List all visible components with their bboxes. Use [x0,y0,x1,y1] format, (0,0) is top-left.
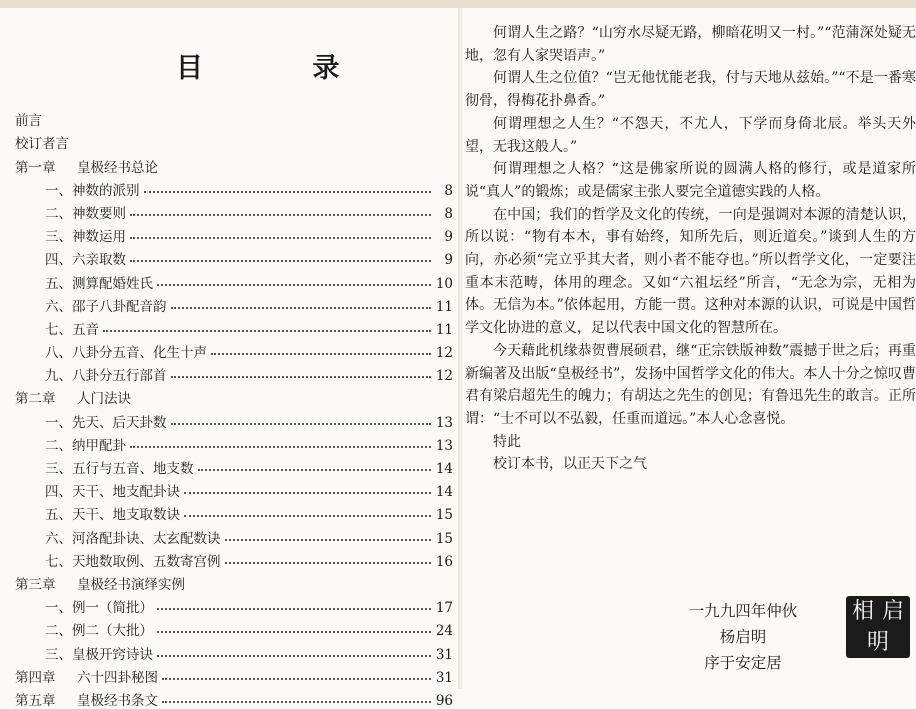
toc-section-title: 三、神数运用 [45,229,126,246]
toc-leader-dots [198,469,432,471]
toc-chapter-row [15,686,453,709]
toc-section-row [15,523,453,546]
toc-section-row [15,315,453,338]
toc-leader-dots [171,307,432,309]
preface-paragraph: 校订本书，以正天下之气 [493,456,647,473]
toc-leader-dots [130,260,431,262]
toc-chapter-number: 第五章 [15,692,56,709]
toc-section-row [15,639,453,662]
preface-paragraph: 何谓理想之人格？“这是佛家所说的圆满人格的修行，或是道家所说“真人”的锻炼；或是儒家主张人要完全道德实践的人格。 [465,161,916,200]
toc-section-title: 九、八卦分五行部首 [45,368,167,385]
signature-line: 一九九四年仲伙 [688,602,798,620]
toc-chapter-number: 第四章 [15,669,56,686]
toc-leader-dots [144,191,432,193]
toc-chapter-title: 皇极经书演绎实例 [77,576,185,593]
toc-page-number: 8 [444,182,453,199]
toc-page-number: 13 [435,437,453,454]
toc-page-number: 8 [444,205,453,222]
preface-paragraph: 特此 [493,433,521,450]
seal-char-3: 明 [866,629,889,655]
toc-page-number: 14 [435,461,453,477]
toc-leader-dots [171,423,432,425]
preface-body [465,22,916,476]
toc-page-number: 9 [444,252,453,269]
toc-front-label: 校订者言 [15,136,69,153]
toc-chapter-row [15,570,453,593]
preface-paragraph: 今天藉此机缘恭贺曹展硕君，继“正宗铁版神数”震撼于世之后；再重新编著及出版“皇极经书”，发扬中国哲学文化的伟大。本人十分之惊叹曹君有梁启超先生的魄力；有胡达之先生的创见；有鲁迅先生的敢言。正所谓：“士不可以不弘毅，任重而道远。”本人心念喜悦。 [465,342,916,427]
toc-section-row [15,176,453,199]
toc-leader-dots [211,353,431,355]
toc-page-number: 13 [435,414,453,431]
toc-section-row [15,454,453,477]
toc-front-label: 前言 [15,113,42,130]
toc-section-row [15,500,453,523]
toc-chapter-title: 皇极经书条文 [77,692,158,709]
toc-page-number: 31 [435,646,453,663]
toc-leader-dots [225,539,432,541]
toc-chapter-number: 第一章 [15,159,56,176]
toc-section-title: 七、天地数取例、五数寄宫例 [45,553,221,570]
toc-section-row [15,222,453,245]
toc-section-title: 四、六亲取数 [45,252,126,269]
toc-section-title: 四、天干、地支配卦诀 [45,484,180,501]
toc-page-number: 12 [435,368,453,385]
toc-chapter-row [15,152,453,175]
toc-page-number: 17 [435,600,453,617]
toc-section-title: 二、神数要则 [45,205,126,222]
toc-page-number: 14 [435,484,453,501]
toc-page-number: 11 [435,298,453,315]
seal-char-1: 相 [851,598,874,624]
toc-chapter-title: 人门法诀 [77,391,131,408]
toc-leader-dots [162,678,431,680]
toc-leader-dots [157,608,431,610]
toc-section-title: 五、天干、地支取数诀 [45,507,180,524]
toc-leader-dots [130,446,431,448]
toc-section-title: 三、五行与五音、地支数 [45,461,194,477]
signature-line: 杨启明 [719,628,767,646]
toc-leader-dots [157,284,431,286]
toc-section-row [15,593,453,616]
signature-line: 序于安定居 [704,654,782,672]
toc-section-row [15,292,453,315]
toc-section-title: 一、例一（简批） [45,600,153,617]
toc-leader-dots [162,701,431,703]
toc-section-row [15,199,453,222]
toc-section-title: 六、河洛配卦诀、太玄配数诀 [45,530,221,547]
toc-section-row [15,268,453,291]
toc-section-row [15,616,453,639]
preface-paragraph: 在中国；我们的哲学及文化的传统，一向是强调对本源的清楚认识，所以说：“物有本木，事有始终，知所先后，则近道矣。”谈到人生的方向，亦必须“完立乎其大者，则小者不能夺也。”所以哲学文化，一定要注重本末范畴，体用的理念。又如“六祖坛经”所言，“无念为宗，无相为体。无信为本。”依体起用，方能一贯。这种对本源的认识，可说是中国哲学文化协进的意义，足以代表中国文化的智慧所在。 [465,206,916,337]
toc-chapter-number: 第二章 [15,391,56,408]
toc-page-number: 15 [435,507,453,524]
toc-page-number: 96 [435,692,453,709]
toc-page-number: 12 [435,345,453,362]
preface-paragraph: 何谓理想之人生？“不怨天，不尤人，下学而身倚北辰。举头天外望，无我这般人。” [465,115,916,155]
toc-chapter-number: 第三章 [15,576,56,593]
toc-front-item [15,129,453,152]
toc-page-number: 9 [444,229,453,246]
toc-front-item [15,106,453,129]
name-seal [846,596,910,658]
toc-section-row [15,431,453,454]
toc-leader-dots [130,237,431,239]
preface-paragraph: 何谓人生之位值？“岂无他忧能老我，付与天地从兹始。”“不是一番寒彻骨，得梅花扑鼻香。” [465,70,916,110]
toc-leader-dots [225,562,432,564]
toc-section-row [15,361,453,384]
toc-chapter-row [15,663,453,686]
toc-leader-dots [157,631,431,633]
toc-section-title: 一、神数的派别 [45,182,140,199]
seal-char-2: 启 [881,598,904,624]
toc-section-title: 二、例二（大批） [45,623,153,640]
toc-leader-dots [157,655,431,657]
toc-section-row [15,477,453,500]
toc-page [0,8,458,709]
toc-section-title: 二、纳甲配卦 [45,437,126,454]
toc-page-number: 24 [435,623,453,640]
toc-title: 目 录 [176,53,390,84]
preface-paragraph: 何谓人生之路？“山穷水尽疑无路，柳暗花明又一村。”“范蒲深处疑无地，忽有人家哭语声。” [465,25,916,64]
toc-leader-dots [184,492,431,494]
toc-chapter-row [15,384,453,407]
signature-block [663,598,823,676]
toc-chapter-title: 皇极经书总论 [77,159,158,176]
toc-page-number: 10 [435,275,453,292]
toc-list [15,106,453,709]
toc-page-number: 15 [435,530,453,547]
toc-leader-dots [184,515,431,517]
toc-section-row [15,338,453,361]
toc-page-number: 31 [435,669,453,686]
toc-chapter-title: 六十四卦秘图 [77,669,158,686]
toc-section-title: 三、皇极开窍诗诀 [45,646,153,663]
toc-section-row [15,547,453,570]
preface-page [463,8,916,689]
toc-leader-dots [103,330,431,332]
toc-page-number: 11 [435,321,453,338]
toc-section-title: 六、邵子八卦配音韵 [45,298,167,315]
toc-section-title: 八、八卦分五音、化生十声 [45,345,207,362]
toc-section-title: 一、先天、后天卦数 [45,414,167,431]
toc-section-row [15,407,453,430]
top-edge [0,0,916,8]
toc-leader-dots [171,376,432,378]
toc-section-title: 七、五音 [45,321,99,338]
toc-section-row [15,245,453,268]
toc-leader-dots [130,214,431,216]
toc-section-title: 五、测算配婚姓氏 [45,275,153,292]
toc-page-number: 16 [435,553,453,570]
